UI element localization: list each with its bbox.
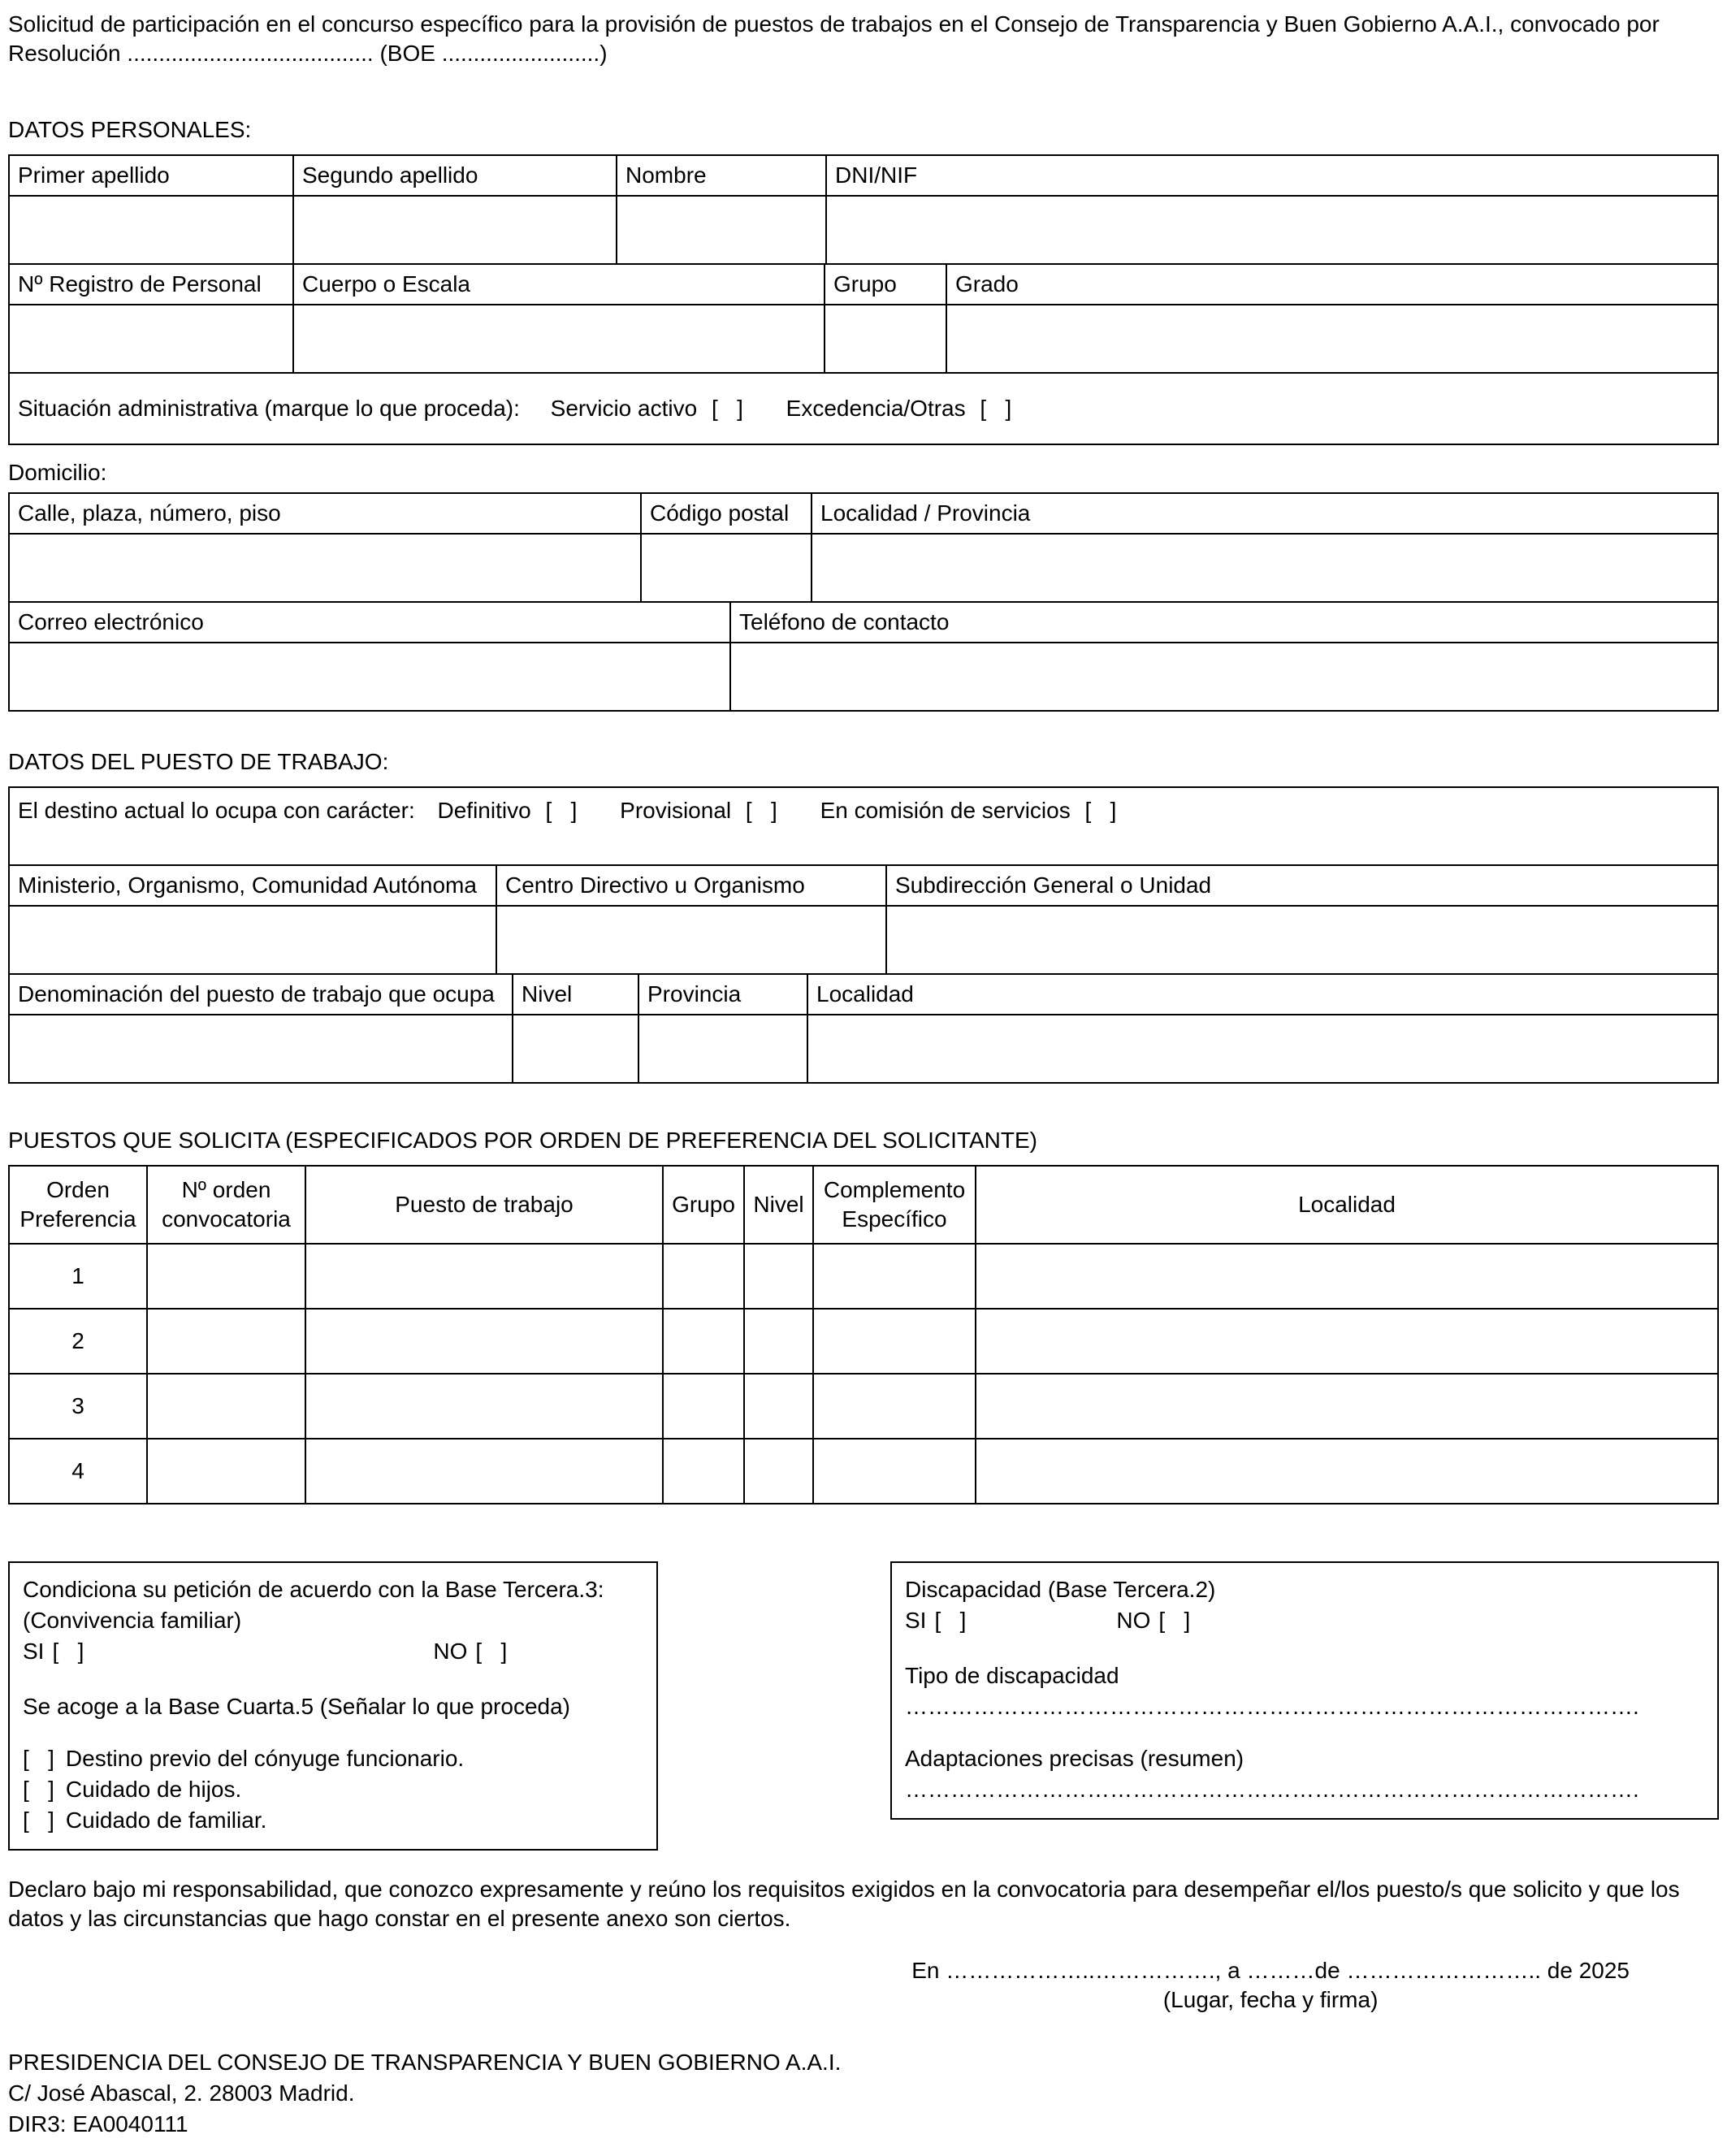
header-dni-nif: DNI/NIF <box>826 155 1718 196</box>
puestos-cell[interactable] <box>744 1309 813 1374</box>
datos-puesto-table-fila1 <box>8 864 1719 975</box>
input-num-registro-personal[interactable] <box>9 305 293 373</box>
orden-preferencia-4: 4 <box>9 1439 147 1504</box>
puestos-cell[interactable] <box>147 1374 305 1439</box>
cuidado-familiar-label: Cuidado de familiar. <box>65 1807 267 1833</box>
comision-servicios-label: En comisión de servicios <box>820 798 1071 823</box>
input-codigo-postal[interactable] <box>641 534 812 602</box>
puestos-cell[interactable] <box>663 1439 744 1504</box>
situacion-label: Situación administrativa (marque lo que proceda): <box>18 396 520 421</box>
domicilio-table-fila1 <box>8 492 1719 603</box>
comision-servicios-checkbox[interactable]: [ ] <box>1084 798 1117 823</box>
datos-personales-table-fila1 <box>8 154 1719 265</box>
puestos-row-1 <box>9 1244 1718 1309</box>
section-heading-puestos-solicita: PUESTOS QUE SOLICITA (ESPECIFICADOS POR ORDEN DE PREFERENCIA DEL SOLICITANTE) <box>8 1128 1037 1153</box>
header-complemento-especifico: Complemento Específico <box>813 1166 976 1244</box>
header-localidad-provincia: Localidad / Provincia <box>812 493 1718 534</box>
situacion-administrativa-row <box>9 373 1718 444</box>
puestos-cell[interactable] <box>305 1439 663 1504</box>
header-provincia: Provincia <box>638 974 807 1015</box>
header-nombre: Nombre <box>617 155 826 196</box>
puestos-cell[interactable] <box>813 1309 976 1374</box>
puestos-cell[interactable] <box>663 1309 744 1374</box>
acoge-base-cuarta-label: Se acoge a la Base Cuarta.5 (Señalar lo que proceda) <box>23 1694 570 1719</box>
discapacidad-no-checkbox[interactable]: [ ] <box>1158 1608 1191 1633</box>
opcion-cuidado-familiar <box>23 1805 643 1836</box>
opcion-cuidado-hijos <box>23 1774 643 1805</box>
cuidado-hijos-checkbox[interactable]: [ ] <box>23 1777 54 1802</box>
input-segundo-apellido[interactable] <box>293 196 617 264</box>
declaracion-text: Declaro bajo mi responsabilidad, que conozco expresamente y reúno los requisitos exigidos en la convocatoria para desempeñar el/los puesto/s que solicito y que los datos y las circunstancias que hago constar en el presente anexo son ciertos. <box>8 1877 1680 1931</box>
condiciona-si-checkbox[interactable]: [ ] <box>52 1639 84 1664</box>
input-telefono-contacto[interactable] <box>730 643 1718 711</box>
input-ministerio[interactable] <box>9 906 496 974</box>
header-codigo-postal: Código postal <box>641 493 812 534</box>
condiciona-si-no-row <box>23 1636 643 1667</box>
header-orden-preferencia: Orden Preferencia <box>9 1166 147 1244</box>
excedencia-otras-label: Excedencia/Otras <box>786 396 966 421</box>
discapacidad-box <box>890 1561 1719 1820</box>
input-cuerpo-escala[interactable] <box>293 305 825 373</box>
input-calle[interactable] <box>9 534 641 602</box>
footer-block <box>8 2047 1719 2140</box>
destino-actual-label: El destino actual lo ocupa con carácter: <box>18 798 415 823</box>
puestos-cell[interactable] <box>976 1244 1718 1309</box>
bottom-boxes <box>8 1561 1719 1851</box>
condiciona-no-checkbox[interactable]: [ ] <box>475 1639 508 1664</box>
orden-preferencia-1: 1 <box>9 1244 147 1309</box>
input-denominacion-puesto[interactable] <box>9 1015 513 1083</box>
header-correo-electronico: Correo electrónico <box>9 602 730 643</box>
datos-personales-table-fila2 <box>8 263 1719 374</box>
puestos-solicita-table <box>8 1165 1719 1504</box>
provisional-checkbox[interactable]: [ ] <box>745 798 777 823</box>
header-cuerpo-escala: Cuerpo o Escala <box>293 264 825 305</box>
header-denominacion-puesto: Denominación del puesto de trabajo que ocupa <box>9 974 513 1015</box>
header-nivel: Nivel <box>513 974 638 1015</box>
puestos-cell[interactable] <box>976 1374 1718 1439</box>
condiciona-linea2: (Convivencia familiar) <box>23 1608 242 1633</box>
lugar-fecha-firma-label: (Lugar, fecha y firma) <box>1162 1987 1379 2012</box>
section-heading-datos-puesto: DATOS DEL PUESTO DE TRABAJO: <box>8 749 389 774</box>
footer-direccion: C/ José Abascal, 2. 28003 Madrid. <box>8 2080 355 2106</box>
header-ministerio: Ministerio, Organismo, Comunidad Autónoma <box>9 865 496 906</box>
puestos-cell[interactable] <box>147 1244 305 1309</box>
tipo-discapacidad-fill-line[interactable]: ……………………………………………………………………………………. <box>905 1694 1639 1719</box>
puestos-row-2 <box>9 1309 1718 1374</box>
destino-actual-row <box>9 787 1718 865</box>
input-grupo[interactable] <box>825 305 946 373</box>
header-calle: Calle, plaza, número, piso <box>9 493 641 534</box>
input-subdireccion[interactable] <box>886 906 1718 974</box>
header-grupo: Grupo <box>825 264 946 305</box>
input-centro-directivo[interactable] <box>496 906 886 974</box>
discapacidad-si-no-row <box>905 1605 1704 1636</box>
discapacidad-titulo: Discapacidad (Base Tercera.2) <box>905 1577 1216 1602</box>
domicilio-label: Domicilio: <box>8 460 107 485</box>
header-segundo-apellido: Segundo apellido <box>293 155 617 196</box>
puestos-cell[interactable] <box>147 1439 305 1504</box>
condiciona-si-label: SI <box>23 1639 45 1664</box>
fecha-fill-line[interactable]: En ………………..……………., a ………de …………………….. de 2025 <box>911 1958 1630 1983</box>
puestos-cell[interactable] <box>813 1374 976 1439</box>
puestos-cell[interactable] <box>813 1244 976 1309</box>
condiciona-no-label: NO <box>433 1639 468 1664</box>
header-grado: Grado <box>946 264 1718 305</box>
header-nivel-puesto: Nivel <box>744 1166 813 1244</box>
puestos-cell[interactable] <box>663 1244 744 1309</box>
input-grado[interactable] <box>946 305 1718 373</box>
section-heading-datos-personales: DATOS PERSONALES: <box>8 117 252 142</box>
puestos-cell[interactable] <box>305 1244 663 1309</box>
domicilio-table-fila2 <box>8 601 1719 712</box>
form-page <box>8 10 1719 2140</box>
destino-conyuge-checkbox[interactable]: [ ] <box>23 1746 54 1771</box>
orden-preferencia-3: 3 <box>9 1374 147 1439</box>
input-primer-apellido[interactable] <box>9 196 293 264</box>
header-num-orden-convocatoria: Nº orden convocatoria <box>147 1166 305 1244</box>
puestos-cell[interactable] <box>813 1439 976 1504</box>
header-primer-apellido: Primer apellido <box>9 155 293 196</box>
discapacidad-si-checkbox[interactable]: [ ] <box>934 1608 967 1633</box>
tipo-discapacidad-label: Tipo de discapacidad <box>905 1663 1119 1688</box>
discapacidad-no-label: NO <box>1116 1608 1151 1633</box>
footer-dir3: DIR3: EA0040111 <box>8 2111 188 2137</box>
orden-preferencia-2: 2 <box>9 1309 147 1374</box>
form-title: Solicitud de participación en el concurso específico para la provisión de puestos de trabajos en el Consejo de Transparencia y Buen Gobierno A.A.I., convocado por Resolución ....................................... (BOE .........................) <box>8 11 1660 66</box>
cuidado-hijos-label: Cuidado de hijos. <box>65 1777 242 1802</box>
destino-conyuge-label: Destino previo del cónyuge funcionario. <box>65 1746 465 1771</box>
puestos-cell[interactable] <box>147 1309 305 1374</box>
puestos-cell[interactable] <box>744 1439 813 1504</box>
input-localidad[interactable] <box>807 1015 1718 1083</box>
puestos-row-3 <box>9 1374 1718 1439</box>
condiciona-linea1: Condiciona su petición de acuerdo con la Base Tercera.3: <box>23 1577 604 1602</box>
definitivo-label: Definitivo <box>437 798 531 823</box>
header-telefono-contacto: Teléfono de contacto <box>730 602 1718 643</box>
puestos-cell[interactable] <box>744 1374 813 1439</box>
puestos-cell[interactable] <box>976 1309 1718 1374</box>
puestos-cell[interactable] <box>663 1374 744 1439</box>
input-dni-nif[interactable] <box>826 196 1718 264</box>
footer-presidencia: PRESIDENCIA DEL CONSEJO DE TRANSPARENCIA Y BUEN GOBIERNO A.A.I. <box>8 2050 842 2075</box>
condiciona-box <box>8 1561 658 1851</box>
input-nivel[interactable] <box>513 1015 638 1083</box>
puestos-cell[interactable] <box>305 1309 663 1374</box>
adaptaciones-fill-line[interactable]: ……………………………………………………………………………………. <box>905 1777 1639 1802</box>
datos-puesto-table-fila2 <box>8 973 1719 1084</box>
input-nombre[interactable] <box>617 196 826 264</box>
discapacidad-si-label: SI <box>905 1608 927 1633</box>
definitivo-checkbox[interactable]: [ ] <box>545 798 578 823</box>
servicio-activo-checkbox[interactable]: [ ] <box>711 396 743 421</box>
excedencia-otras-checkbox[interactable]: [ ] <box>980 396 1012 421</box>
input-localidad-provincia[interactable] <box>812 534 1718 602</box>
header-subdireccion: Subdirección General o Unidad <box>886 865 1718 906</box>
puestos-cell[interactable] <box>744 1244 813 1309</box>
input-provincia[interactable] <box>638 1015 807 1083</box>
opcion-destino-conyuge <box>23 1743 643 1774</box>
puestos-row-4 <box>9 1439 1718 1504</box>
provisional-label: Provisional <box>620 798 732 823</box>
header-localidad-puesto: Localidad <box>976 1166 1718 1244</box>
puestos-cell[interactable] <box>305 1374 663 1439</box>
cuidado-familiar-checkbox[interactable]: [ ] <box>23 1807 54 1833</box>
header-grupo-puesto: Grupo <box>663 1166 744 1244</box>
header-localidad: Localidad <box>807 974 1718 1015</box>
input-correo-electronico[interactable] <box>9 643 730 711</box>
servicio-activo-label: Servicio activo <box>550 396 698 421</box>
destino-actual-table <box>8 786 1719 866</box>
situacion-administrativa-table <box>8 372 1719 445</box>
header-num-registro-personal: Nº Registro de Personal <box>9 264 293 305</box>
adaptaciones-label: Adaptaciones precisas (resumen) <box>905 1746 1244 1771</box>
header-puesto-trabajo: Puesto de trabajo <box>305 1166 663 1244</box>
puestos-cell[interactable] <box>976 1439 1718 1504</box>
header-centro-directivo: Centro Directivo u Organismo <box>496 865 886 906</box>
firma-block <box>911 1956 1630 2015</box>
